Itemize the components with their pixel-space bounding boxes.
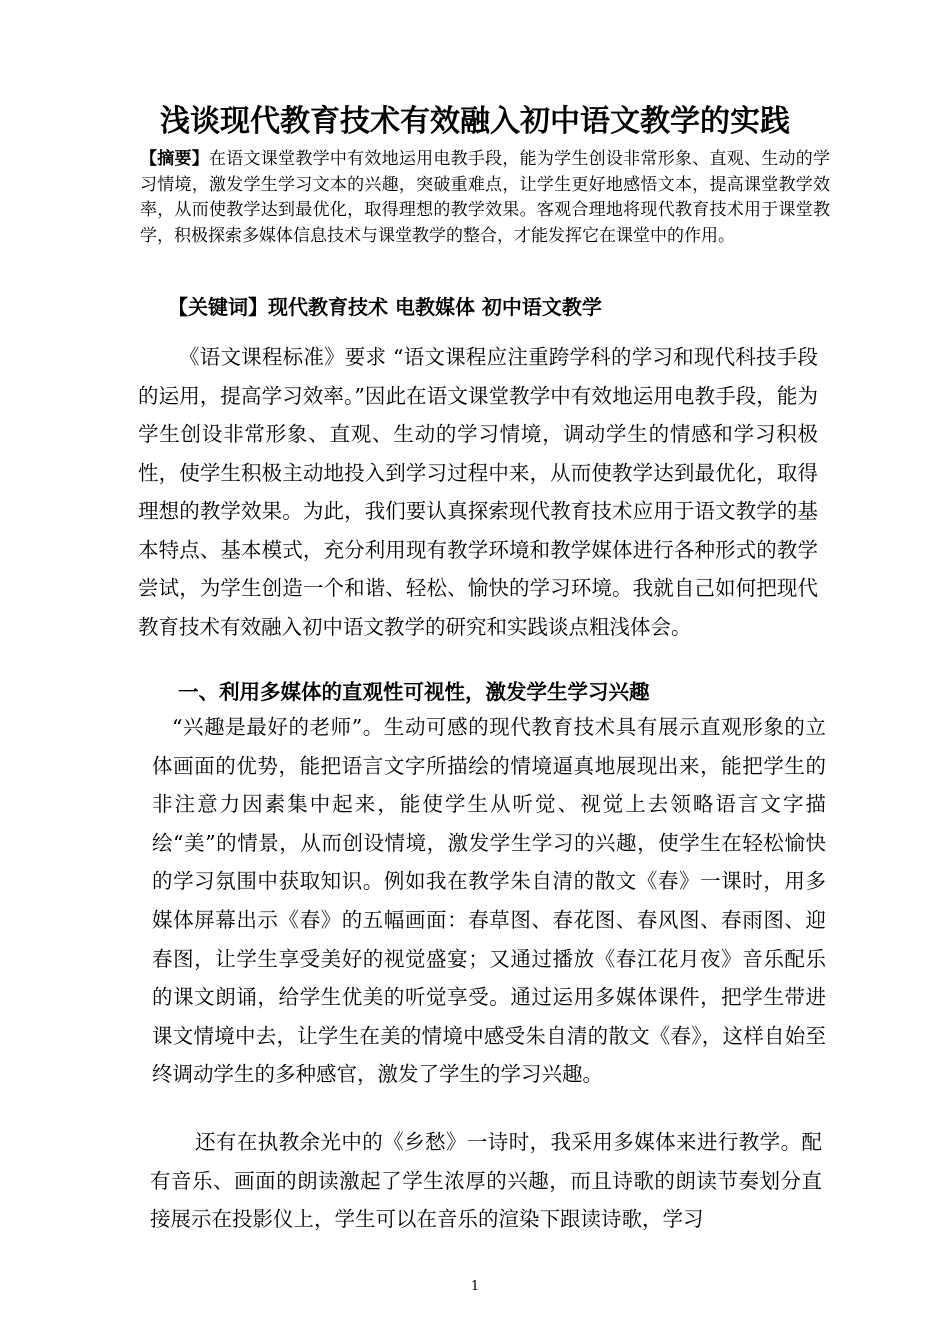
body-paragraph-3: 还有在执教余光中的《乡愁》一诗时，我采用多媒体来进行教学。配有音乐、画面的朗读激起了学生浓厚的兴趣，而且诗歌的朗读节奏划分直接展示在投影仪上，学生可以在音乐的渲染下跟读诗歌，学习 [150, 1130, 822, 1231]
section-heading-1: 一、利用多媒体的直观性可视性，激发学生学习兴趣 [178, 680, 650, 704]
page-number: 1 [470, 1279, 480, 1294]
keywords: 【关键词】现代教育技术 电教媒体 初中语文教学 [168, 295, 602, 319]
document-title: 浅谈现代教育技术有效融入初中语文教学的实践 [160, 104, 790, 139]
abstract [140, 147, 830, 249]
abstract-tag: 【摘要】 [140, 149, 210, 169]
body-paragraph-1: 《语文课程标准》要求 “语文课程应注重跨学科的学习和现代科技手段的运用，提高学习效率。”因此在语文课堂教学中有效地运用电教手段，能为学生创设非常形象、直观、生动的学习情境，调动学生的情感和学习积极性，使学生积极主动地投入到学习过程中来，从而使教学达到最优化，取得理想的教学效果。为此，我们要认真探索现代教育技术应用于语文教学的基本特点、基本模式，充分利用现有教学环境和教学媒体进行各种形式的教学尝试，为学生创造一个和谐、轻松、愉快的学习环境。我就自己如何把现代教育技术有效融入初中语文教学的研究和实践谈点粗浅体会。 [138, 345, 818, 639]
body-paragraph-2: “兴趣是最好的老师”。生动可感的现代教育技术具有展示直观形象的立体画面的优势，能把语言文字所描绘的情境逼真地展现出来，能把学生的非注意力因素集中起来，能使学生从听觉、视觉上去领略语言文字描绘“美”的情景，从而创设情境，激发学生学习的兴趣，使学生在轻松愉快的学习氛围中获取知识。例如我在教学朱自清的散文《春》一课时，用多媒体屏幕出示《春》的五幅画面：春草图、春花图、春风图、春雨图、迎春图，让学生享受美好的视觉盛宴；又通过播放《春江花月夜》音乐配乐的课文朗诵，给学生优美的听觉享受。通过运用多媒体课件，把学生带进课文情境中去，让学生在美的情境中感受朱自清的散文《春》，这样自始至终调动学生的多种感官，激发了学生的学习兴趣。 [152, 715, 826, 1087]
abstract-text: 在语文课堂教学中有效地运用电教手段，能为学生创设非常形象、直观、生动的学习情境，激发学生学习文本的兴趣，突破重难点，让学生更好地感悟文本，提高课堂教学效率，从而使教学达到最优化，取得理想的教学效果。客观合理地将现代教育技术用于课堂教学，积极探索多媒体信息技术与课堂教学的整合，才能发挥它在课堂中的作用。 [140, 149, 831, 246]
